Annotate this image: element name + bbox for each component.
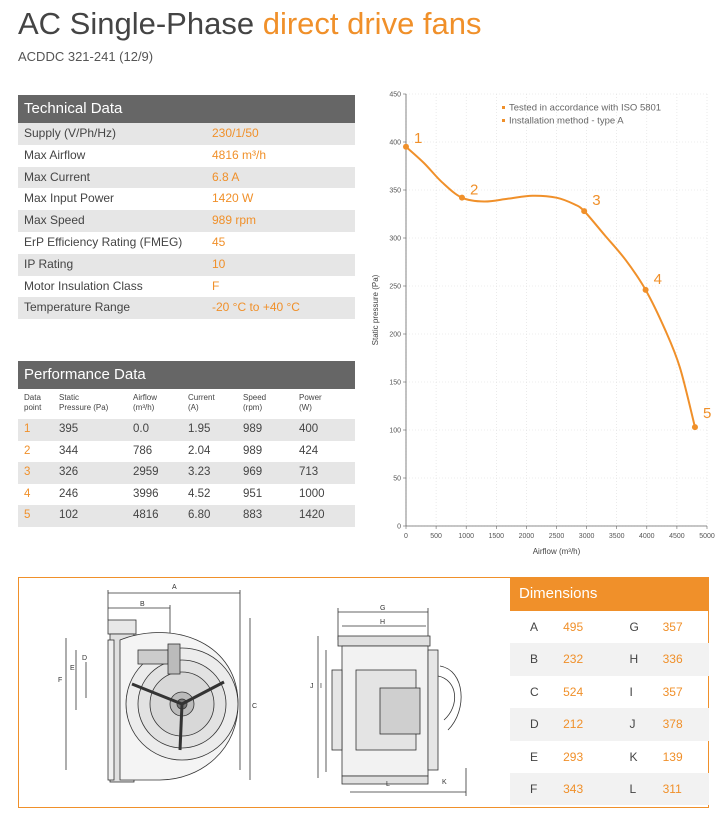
column-header-line1: Power: [299, 393, 322, 402]
technical-data-row: [18, 210, 355, 232]
performance-cell: 3.23: [188, 466, 211, 479]
technical-data-row: [18, 297, 355, 319]
column-header-line1: Speed: [243, 393, 267, 402]
performance-cell: 969: [243, 466, 263, 479]
column-header-line2: (A): [188, 403, 199, 412]
x-tick-label: 4000: [639, 533, 655, 540]
y-tick-label: 50: [393, 475, 401, 483]
technical-data-label: Max Input Power: [24, 191, 115, 206]
dimensions-table: [510, 577, 709, 808]
column-header-line2: (m³/h): [133, 403, 155, 412]
x-tick-label: 2500: [548, 533, 565, 540]
technical-data-table: [18, 95, 355, 319]
column-header-line1: Data: [24, 393, 41, 402]
technical-data-row: [18, 123, 355, 145]
fan-technical-drawing: [20, 580, 510, 806]
performance-cell: 713: [299, 466, 319, 479]
column-header-line1: Static: [59, 393, 80, 402]
x-tick-label: 0: [404, 533, 408, 540]
page-title: [18, 6, 482, 42]
technical-data-heading: Technical Data: [18, 95, 355, 123]
technical-data-value: 4816 m³/h: [212, 147, 267, 162]
technical-data-value: 6.8 A: [212, 169, 240, 184]
performance-column-header: [188, 393, 243, 419]
dimension-value: 495: [563, 620, 584, 634]
technical-data-row: [18, 276, 355, 298]
x-tick-label: 3500: [608, 533, 625, 540]
model-code: ACDDC 321-241 (12/9): [18, 49, 154, 64]
dimension-value: 212: [563, 717, 584, 732]
dimension-value: 357: [662, 620, 683, 634]
performance-cell: 4.52: [188, 487, 211, 500]
dimension-value: 357: [662, 684, 683, 699]
dimensions-rows: [510, 611, 709, 805]
performance-cell: 1.95: [188, 423, 211, 435]
performance-data-row: [18, 462, 355, 484]
data-point-marker: [643, 287, 649, 293]
y-tick-label: 400: [389, 139, 401, 147]
side-view-drawing: [66, 590, 250, 782]
legend-entry: Installation method - type A: [509, 115, 624, 127]
performance-cell: 2959: [133, 466, 159, 479]
technical-data-label: Motor Insulation Class: [24, 278, 143, 293]
technical-data-label: ErP Efficiency Rating (FMEG): [24, 234, 183, 249]
performance-cell: 3: [24, 466, 31, 479]
technical-data-value: F: [212, 278, 220, 293]
dimension-key: J: [629, 717, 636, 732]
dimension-label-i: I: [320, 683, 322, 690]
column-header-line2: (rpm): [243, 403, 263, 412]
dimension-key: E: [530, 749, 539, 764]
technical-data-value: -20 °C to +40 °C: [212, 300, 300, 315]
performance-cell: 883: [243, 509, 263, 522]
column-header-line2: Pressure (Pa): [59, 403, 109, 412]
performance-cell: 989: [243, 444, 263, 457]
technical-data-value: 1420 W: [212, 191, 254, 206]
dimension-label-d: D: [82, 655, 88, 662]
performance-cell: 989: [243, 423, 263, 435]
technical-data-row: [18, 145, 355, 167]
dimension-label-g: G: [380, 605, 386, 612]
dimension-label-c: C: [252, 703, 258, 710]
technical-data-value: 230/1/50: [212, 126, 259, 140]
performance-cell: 0.0: [133, 423, 149, 435]
performance-cell: 951: [243, 487, 263, 500]
performance-cell: 395: [59, 423, 79, 435]
legend-marker: [502, 106, 505, 109]
performance-data-row: [18, 441, 355, 463]
performance-cell: 102: [59, 509, 79, 522]
technical-data-rows: [18, 123, 355, 319]
x-tick-label: 1500: [488, 533, 505, 540]
performance-cell: 344: [59, 444, 79, 457]
dimension-key: C: [530, 684, 539, 699]
performance-cell: 2: [24, 444, 31, 457]
dimension-value: 293: [563, 749, 584, 764]
x-tick-label: 5000: [699, 533, 715, 540]
column-header-line1: Airflow: [133, 393, 158, 402]
performance-cell: 1: [24, 423, 31, 435]
y-tick-label: 100: [389, 427, 401, 435]
title-accent: direct drive fans: [262, 6, 482, 41]
data-point-label: 4: [653, 270, 662, 288]
performance-cell: 4: [24, 487, 31, 500]
performance-data-heading: Performance Data: [18, 361, 355, 389]
dimension-key: L: [629, 781, 637, 796]
dimension-key: G: [629, 620, 639, 634]
chart-grid: [406, 94, 707, 526]
dimension-value: 524: [563, 684, 584, 699]
performance-column-header: [18, 393, 59, 419]
chart-ticks: [389, 92, 715, 541]
column-header-line2: point: [24, 403, 42, 412]
data-point-marker: [581, 208, 587, 214]
performance-cell: 5: [24, 509, 31, 522]
dimension-label-l: L: [386, 781, 390, 788]
technical-data-label: Max Speed: [24, 213, 85, 228]
title-main: AC Single-Phase: [18, 6, 255, 41]
performance-cell: 424: [299, 444, 319, 457]
performance-cell: 1420: [299, 509, 325, 522]
column-header-line1: Current: [188, 393, 215, 402]
performance-column-header: [59, 393, 133, 419]
x-axis-label: Airflow (m³/h): [532, 547, 581, 556]
performance-cell: 6.80: [188, 509, 211, 522]
performance-cell: 246: [59, 487, 79, 500]
y-tick-label: 450: [389, 91, 401, 99]
dimension-key: F: [530, 781, 538, 796]
dimension-value: 139: [662, 749, 683, 764]
data-point-marker: [692, 424, 698, 430]
performance-data-rows: [18, 419, 355, 527]
dimension-key: I: [629, 684, 633, 699]
dimension-row: [510, 676, 709, 708]
dimension-label-e: E: [70, 665, 75, 672]
front-view-drawing: [318, 608, 466, 796]
legend-marker: [502, 119, 505, 122]
dimension-label-b: B: [140, 601, 145, 608]
dimension-row: [510, 611, 709, 643]
column-header-line2: (W): [299, 403, 312, 412]
dimension-label-j: J: [310, 683, 314, 690]
dimension-row: [510, 708, 709, 740]
dimension-value: 336: [662, 652, 683, 667]
technical-data-label: Supply (V/Ph/Hz): [24, 126, 117, 140]
performance-cell: 326: [59, 466, 79, 479]
y-tick-label: 300: [389, 235, 401, 243]
performance-column-header: [299, 393, 349, 419]
performance-column-header: [243, 393, 299, 419]
technical-data-row: [18, 167, 355, 189]
technical-data-value: 989 rpm: [212, 213, 257, 228]
chart-legend: [502, 103, 661, 127]
technical-data-label: Max Airflow: [24, 147, 86, 162]
performance-column-header: [133, 393, 188, 419]
y-tick-label: 150: [389, 379, 401, 387]
dimension-row: [510, 773, 709, 805]
y-tick-label: 0: [397, 523, 401, 531]
y-tick-label: 350: [389, 187, 401, 195]
technical-data-value: 45: [212, 234, 226, 249]
legend-entry: Tested in accordance with ISO 5801: [509, 102, 662, 114]
dimension-label-h: H: [380, 619, 386, 626]
x-tick-label: 1000: [458, 533, 474, 540]
technical-data-row: [18, 254, 355, 276]
performance-cell: 3996: [133, 487, 159, 500]
x-tick-label: 500: [430, 533, 442, 540]
data-point-label: 2: [469, 181, 479, 199]
performance-data-row: [18, 505, 355, 527]
data-point-label: 3: [592, 192, 601, 210]
performance-data-row: [18, 419, 355, 441]
fan-curve-line: [406, 147, 695, 427]
dimension-row: [510, 741, 709, 773]
performance-cell: 4816: [133, 509, 159, 522]
y-tick-label: 200: [389, 331, 401, 339]
technical-data-label: IP Rating: [24, 256, 74, 271]
dimension-label-f: F: [58, 677, 63, 684]
data-point-marker: [459, 195, 465, 201]
data-point-label: 1: [414, 129, 423, 147]
performance-column-headers: [18, 389, 355, 419]
y-axis-label: Static pressure (Pa): [371, 274, 380, 346]
data-point-label: 5: [702, 405, 712, 423]
x-tick-label: 4500: [669, 533, 685, 540]
x-tick-label: 2000: [518, 533, 535, 540]
performance-data-row: [18, 484, 355, 506]
technical-data-row: [18, 232, 355, 254]
dimension-value: 232: [563, 652, 584, 667]
dimension-label-a: A: [172, 584, 177, 591]
dimension-key: A: [530, 620, 539, 634]
performance-data-table: [18, 361, 355, 527]
dimensions-heading: Dimensions: [510, 577, 709, 611]
dimension-value: 378: [662, 717, 683, 732]
x-tick-label: 3000: [578, 533, 595, 540]
dimension-key: K: [629, 749, 638, 764]
performance-cell: 1000: [299, 487, 325, 500]
fan-curve-points: [403, 130, 711, 430]
technical-data-value: 10: [212, 256, 226, 271]
dimension-key: D: [530, 717, 539, 732]
fan-curve-chart: [362, 88, 726, 563]
technical-data-label: Temperature Range: [24, 300, 131, 315]
dimension-value: 343: [563, 781, 584, 796]
y-tick-label: 250: [389, 283, 401, 291]
dimension-value: 311: [662, 781, 682, 796]
dimension-key: B: [530, 652, 539, 667]
data-point-marker: [403, 144, 409, 150]
dimension-row: [510, 643, 709, 675]
dimension-label-k: K: [442, 779, 447, 786]
dimension-key: H: [629, 652, 639, 667]
technical-data-label: Max Current: [24, 169, 91, 184]
technical-data-row: [18, 188, 355, 210]
performance-cell: 2.04: [188, 444, 211, 457]
performance-cell: 786: [133, 444, 153, 457]
performance-cell: 400: [299, 423, 319, 435]
